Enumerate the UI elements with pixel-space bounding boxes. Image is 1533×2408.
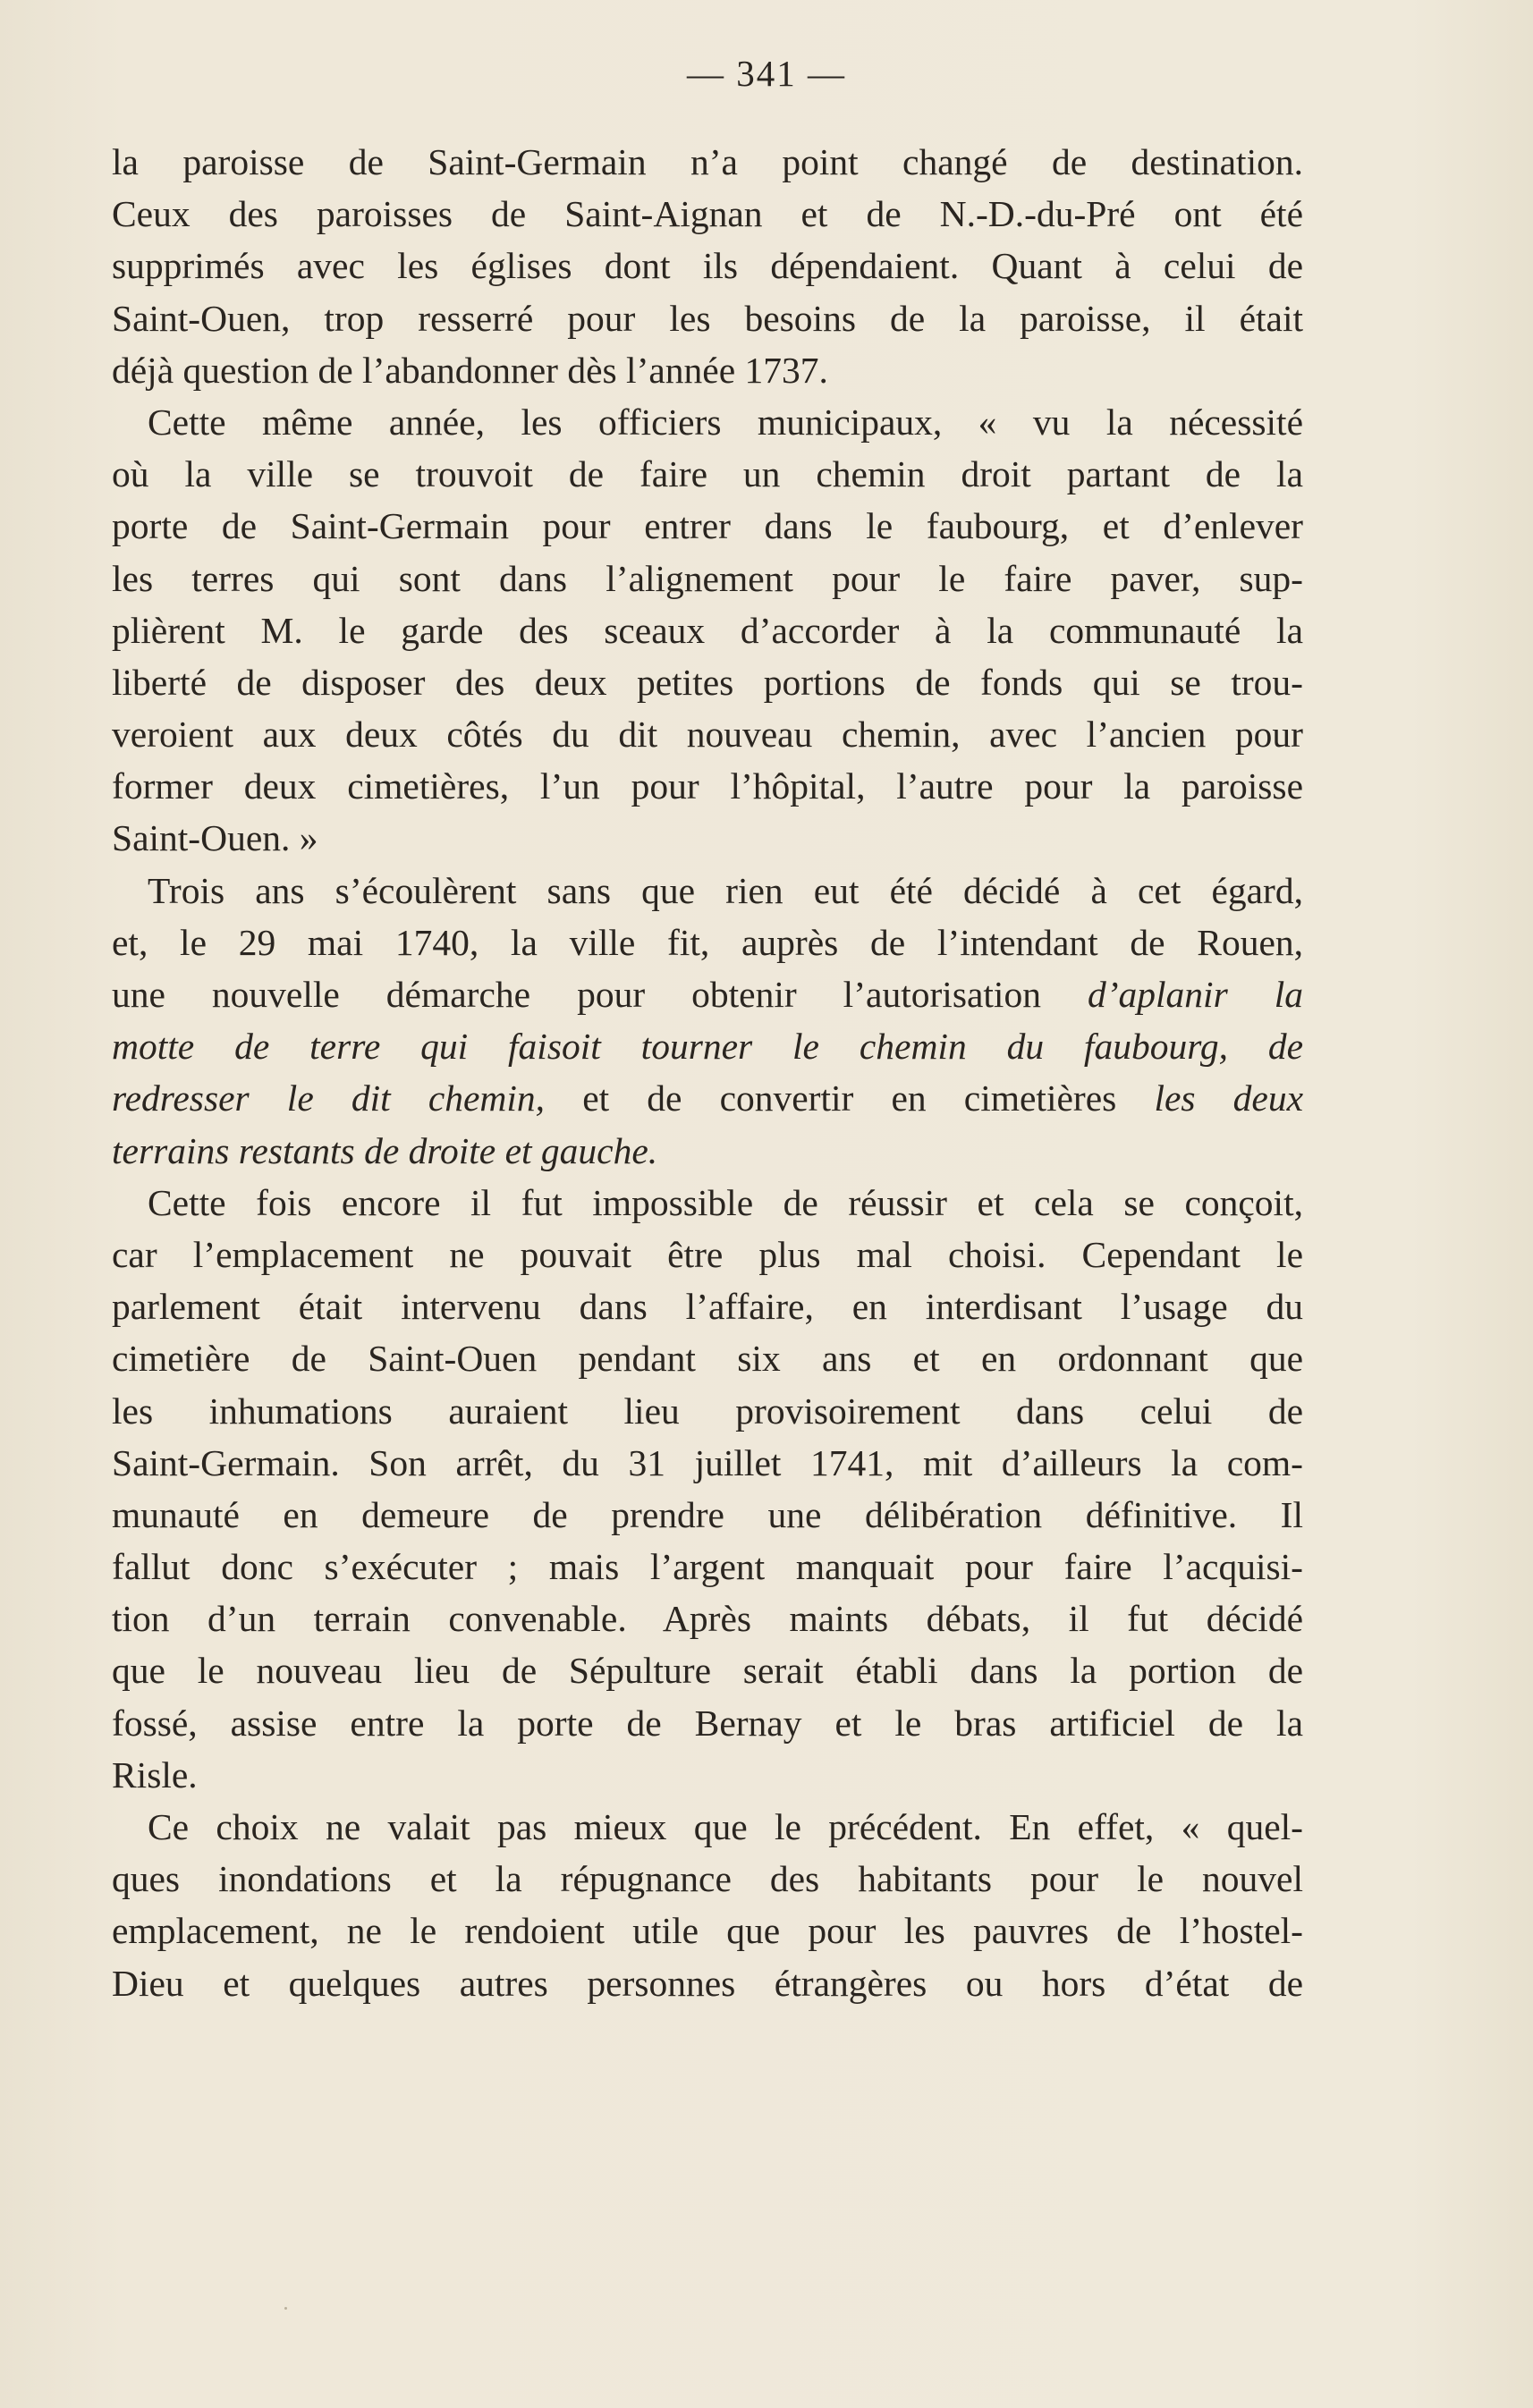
text-line: Cette même année, les officiers municipaux, « vu la nécessité	[148, 401, 1303, 443]
text-line: Saint-Ouen, trop resserré pour les besoins de la paroisse, il était	[112, 297, 1303, 339]
italic-segment: redresser le dit chemin,	[112, 1077, 546, 1120]
text-line: fossé, assise entre la porte de Bernay et le bras artificiel de la	[112, 1702, 1303, 1744]
text-line: fallut donc s’exécuter ; mais l’argent manquait pour faire l’acquisi-	[112, 1546, 1303, 1588]
text-line: Dieu et quelques autres personnes étrangères ou hors d’état de	[112, 1962, 1303, 2004]
text-line: Risle.	[112, 1753, 198, 1795]
text-line: Ce choix ne valait pas mieux que le précédent. En effet, « quel-	[148, 1806, 1303, 1847]
text-line: veroient aux deux côtés du dit nouveau chemin, avec l’ancien pour	[112, 714, 1303, 756]
text-line: cimetière de Saint-Ouen pendant six ans et en ordonnant que	[112, 1338, 1303, 1380]
text-line: Trois ans s’écoulèrent sans que rien eut été décidé à cet égard,	[148, 869, 1303, 911]
text-line	[112, 968, 1303, 1020]
text-line: ques inondations et la répugnance des habitants pour le nouvel	[112, 1858, 1303, 1900]
text-line: les inhumations auraient lieu provisoirement dans celui de	[112, 1390, 1303, 1432]
text-line	[112, 1072, 1303, 1124]
text-line: parlement était intervenu dans l’affaire, en interdisant l’usage du	[112, 1286, 1303, 1328]
text-line: que le nouveau lieu de Sépulture serait établi dans la portion de	[112, 1650, 1303, 1692]
text-line: les terres qui sont dans l’alignement pour le faire paver, sup-	[112, 557, 1303, 599]
text-segment: une nouvelle démarche pour obtenir l’autorisation	[112, 974, 1041, 1015]
italic-segment: d’aplanir la	[1087, 974, 1304, 1015]
text-line: car l’emplacement ne pouvait être plus mal choisi. Cependant le	[112, 1233, 1303, 1275]
body-text	[112, 136, 1303, 2009]
text-line: Saint-Ouen. »	[112, 817, 318, 859]
text-line: la paroisse de Saint-Germain n’a point changé de destination.	[112, 141, 1303, 182]
text-segment: et de convertir en cimetières	[582, 1077, 1117, 1120]
text-line: porte de Saint-Germain pour entrer dans le faubourg, et d’enlever	[112, 505, 1303, 547]
page-number: — 341 —	[687, 53, 846, 94]
text-line: déjà question de l’abandonner dès l’année 1737.	[112, 349, 828, 391]
text-line: liberté de disposer des deux petites portions de fonds qui se trou-	[112, 661, 1303, 703]
text-line: terrains restants de droite et gauche.	[112, 1129, 658, 1171]
text-line: Cette fois encore il fut impossible de réussir et cela se conçoit,	[148, 1181, 1303, 1223]
text-line: munauté en demeure de prendre une délibération définitive. Il	[112, 1493, 1303, 1535]
text-line: Ceux des paroisses de Saint-Aignan et de N.-D.-du-Pré ont été	[112, 193, 1303, 235]
text-line: et, le 29 mai 1740, la ville fit, auprès de l’intendant de Rouen,	[112, 921, 1303, 963]
text-line: plièrent M. le garde des sceaux d’accorder à la communauté la	[112, 609, 1303, 651]
text-line: emplacement, ne le rendoient utile que pour les pauvres de l’hostel-	[112, 1910, 1303, 1952]
paper-speck	[284, 2307, 287, 2310]
italic-segment: les deux	[1154, 1077, 1304, 1120]
text-line: où la ville se trouvoit de faire un chemin droit partant de la	[112, 453, 1303, 495]
text-line: Saint-Germain. Son arrêt, du 31 juillet 1741, mit d’ailleurs la com-	[112, 1441, 1303, 1483]
text-line: tion d’un terrain convenable. Après maints débats, il fut décidé	[112, 1598, 1303, 1640]
text-line: former deux cimetières, l’un pour l’hôpital, l’autre pour la paroisse	[112, 765, 1303, 807]
text-line: supprimés avec les églises dont ils dépendaient. Quant à celui de	[112, 245, 1303, 287]
text-line: motte de terre qui faisoit tourner le chemin du faubourg, de	[112, 1026, 1303, 1068]
